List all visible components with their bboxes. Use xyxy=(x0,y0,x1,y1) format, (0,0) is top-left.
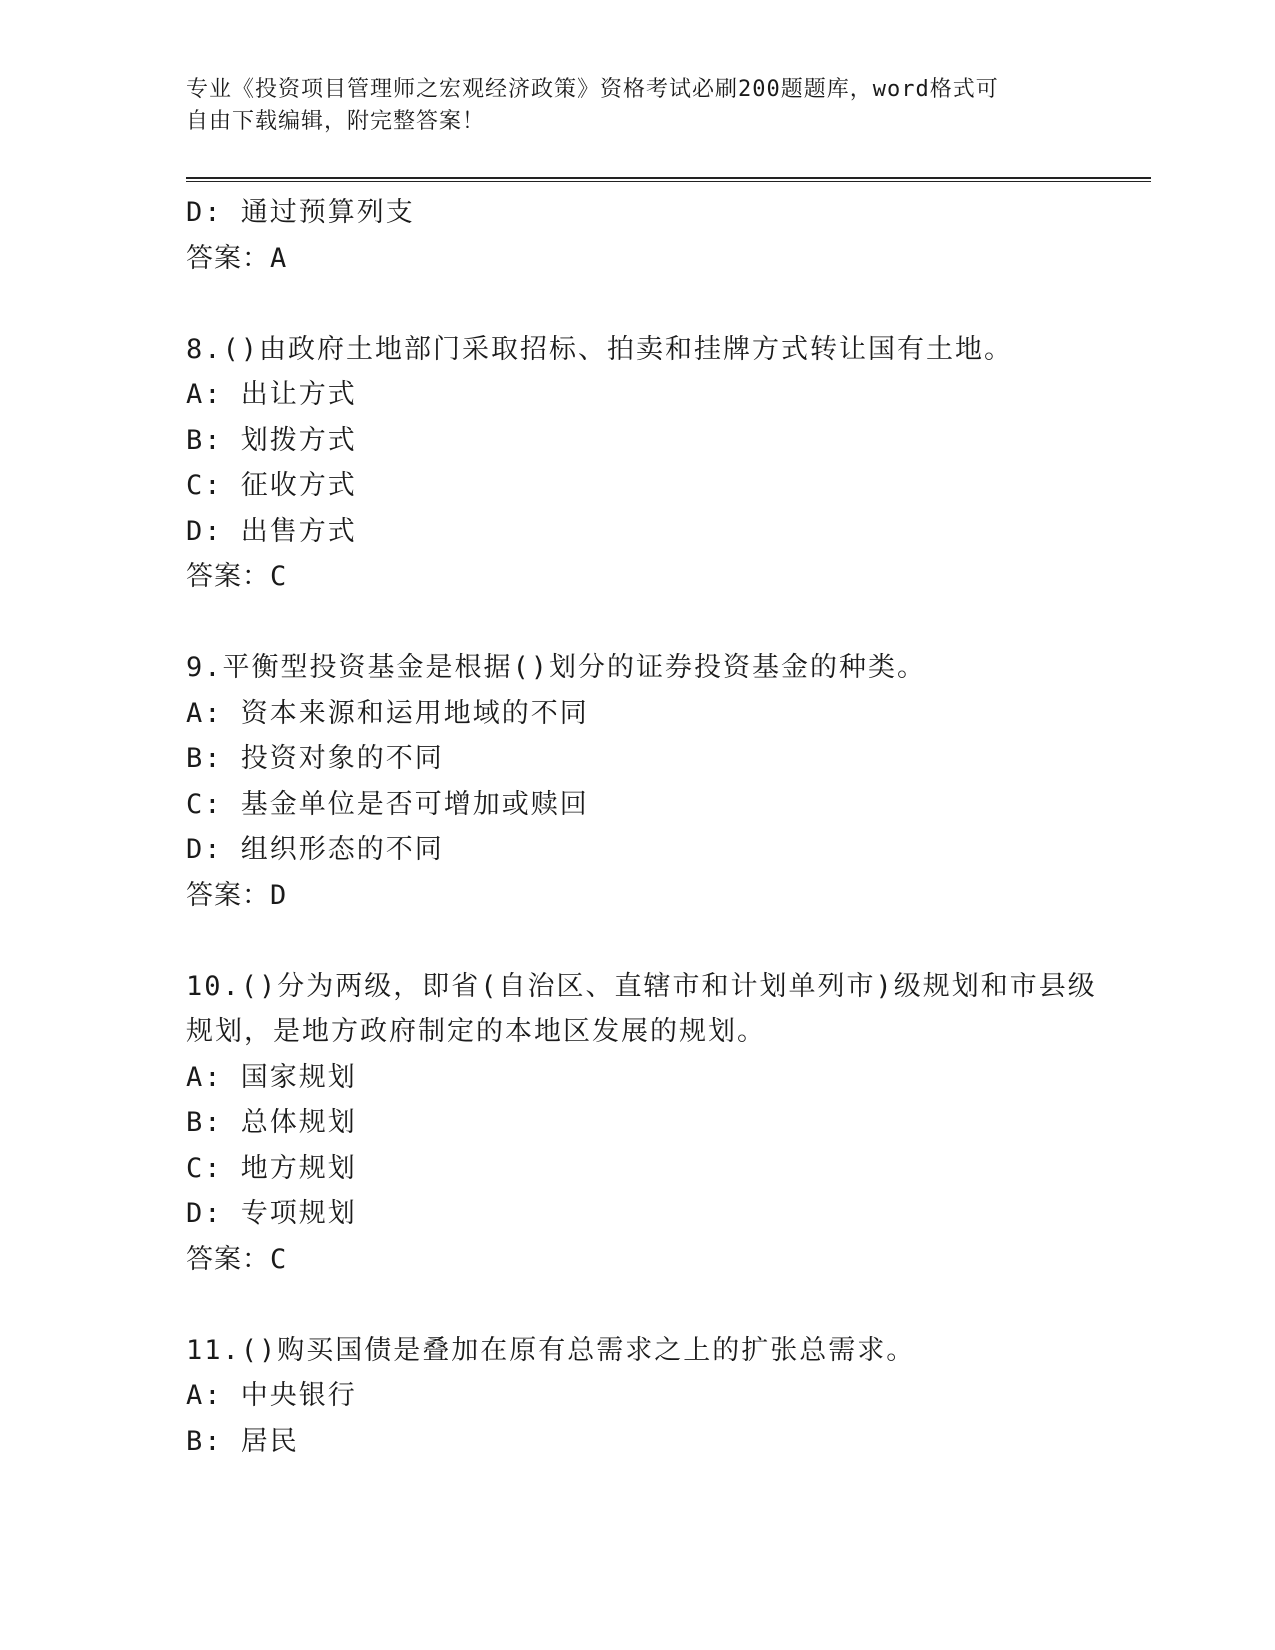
option-d: D: 出售方式 xyxy=(186,515,357,547)
option-a: A: 中央银行 xyxy=(186,1380,357,1411)
answer-value: C xyxy=(270,1243,288,1275)
answer-line xyxy=(186,236,1106,282)
answer-value: A xyxy=(270,242,288,274)
spacer xyxy=(186,918,1106,964)
question-list xyxy=(186,190,1106,1464)
option-c: C: 基金单位是否可增加或赎回 xyxy=(186,788,589,820)
option-b: B: 划拨方式 xyxy=(186,424,357,456)
question-stem-line-1: 10.()分为两级，即省(自治区、直辖市和计划单列市)级规划和市县级 xyxy=(186,970,1097,1002)
option-a: A: 国家规划 xyxy=(186,1061,357,1093)
option-b: B: 总体规划 xyxy=(186,1107,357,1138)
question-stem: 9.平衡型投资基金是根据()划分的证券投资基金的种类。 xyxy=(186,652,927,683)
answer-line xyxy=(186,873,1106,919)
answer-line xyxy=(186,554,1106,600)
answer-label: 答案： xyxy=(186,1243,270,1275)
option-c: C: 地方规划 xyxy=(186,1152,357,1184)
option-a: A: 出让方式 xyxy=(186,379,357,410)
spacer xyxy=(186,281,1106,327)
option-a: A: 资本来源和运用地域的不同 xyxy=(186,697,589,729)
answer-label: 答案： xyxy=(186,879,270,911)
header-line-2: 自由下载编辑，附完整答案！ xyxy=(186,109,486,134)
answer-value: D xyxy=(270,879,288,911)
spacer xyxy=(186,600,1106,646)
question-stem: 11.()购买国债是叠加在原有总需求之上的扩张总需求。 xyxy=(186,1334,916,1366)
answer-label: 答案： xyxy=(186,561,270,592)
document-header xyxy=(186,74,1066,138)
answer-label: 答案： xyxy=(186,242,270,274)
option-d: D: 通过预算列支 xyxy=(186,197,415,228)
spacer xyxy=(186,1282,1106,1328)
option-c: C: 征收方式 xyxy=(186,470,357,501)
answer-line xyxy=(186,1237,1106,1283)
option-b: B: 投资对象的不同 xyxy=(186,743,444,774)
option-d: D: 组织形态的不同 xyxy=(186,834,444,865)
answer-value: C xyxy=(270,561,288,592)
option-b: B: 居民 xyxy=(186,1425,299,1457)
header-line-1: 专业《投资项目管理师之宏观经济政策》资格考试必刷200题题库，word格式可 xyxy=(186,77,999,102)
option-d: D: 专项规划 xyxy=(186,1198,357,1229)
header-divider xyxy=(186,177,1151,182)
question-stem: 8.()由政府土地部门采取招标、拍卖和挂牌方式转让国有土地。 xyxy=(186,333,1014,365)
question-stem-line-2: 规划，是地方政府制定的本地区发展的规划。 xyxy=(186,1016,766,1047)
